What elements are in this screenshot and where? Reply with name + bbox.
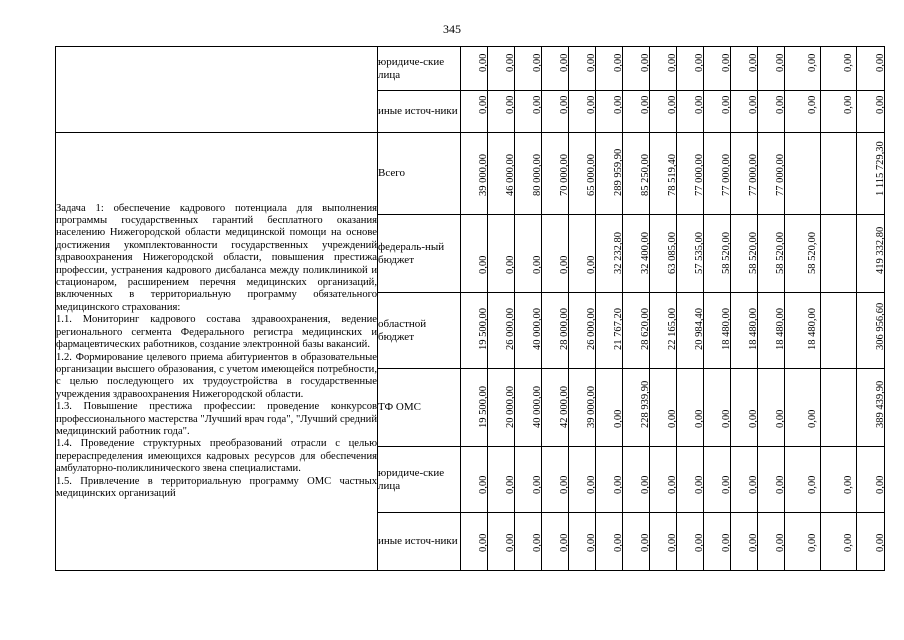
value-text: 0,00 — [478, 533, 489, 552]
value-cell — [623, 133, 650, 215]
value-text: 0,00 — [478, 475, 489, 494]
value-cell — [731, 215, 758, 293]
description-paragraph: 1.4. Проведение структурных преобразований отрасли с целью перераспределения имеющихся кадровых ресурсов для обеспечения амбулаторно-поликлинического звена специалистами. — [56, 438, 377, 475]
value-cell — [596, 91, 623, 133]
value-text: 0,00 — [613, 409, 624, 428]
value-cell — [857, 293, 885, 369]
value-cell — [821, 513, 857, 571]
value-text: 0,00 — [748, 475, 759, 494]
funding-source: ТФ ОМС — [378, 369, 461, 447]
value-text: 0,00 — [748, 95, 759, 114]
value-cell — [731, 513, 758, 571]
value-cell — [569, 133, 596, 215]
value-text: 0,00 — [748, 409, 759, 428]
value-text: 0,00 — [694, 475, 705, 494]
value-cell — [623, 215, 650, 293]
value-cell — [542, 91, 569, 133]
value-cell — [542, 369, 569, 447]
value-text: 58 520,00 — [748, 232, 759, 274]
value-text: 0,00 — [775, 53, 786, 72]
value-cell — [461, 513, 488, 571]
value-cell — [515, 447, 542, 513]
value-cell — [704, 513, 731, 571]
value-text: 26 000,00 — [505, 308, 516, 350]
value-cell — [785, 293, 821, 369]
table-body — [56, 47, 885, 571]
value-cell — [461, 369, 488, 447]
value-cell — [488, 133, 515, 215]
value-text: 0,00 — [806, 53, 818, 72]
value-text: 0,00 — [532, 53, 543, 72]
value-text: 389 439,90 — [874, 380, 886, 428]
value-text: 0,00 — [532, 475, 543, 494]
value-cell — [785, 133, 821, 215]
value-cell — [569, 47, 596, 91]
value-text: 78 519,40 — [667, 154, 678, 196]
value-cell — [515, 513, 542, 571]
value-text: 20 000,00 — [505, 386, 516, 428]
value-text: 28 620,00 — [640, 308, 651, 350]
value-text: 85 250,00 — [640, 154, 651, 196]
value-text: 0,00 — [586, 95, 597, 114]
value-text: 0,00 — [505, 53, 516, 72]
value-text: 42 000,00 — [559, 386, 570, 428]
value-cell — [857, 369, 885, 447]
value-text: 77 000,00 — [694, 154, 705, 196]
value-text: 0,00 — [478, 95, 489, 114]
empty-description-cell — [56, 47, 378, 133]
value-cell — [677, 293, 704, 369]
value-cell — [704, 47, 731, 91]
value-cell — [650, 369, 677, 447]
value-text: 0,00 — [640, 53, 651, 72]
value-cell — [677, 447, 704, 513]
value-cell — [515, 91, 542, 133]
value-cell — [758, 447, 785, 513]
value-text: 419 332,80 — [874, 226, 886, 274]
value-text: 0,00 — [667, 53, 678, 72]
value-cell — [623, 91, 650, 133]
funding-source: иные источ-ники — [378, 513, 461, 571]
value-text: 39 000,00 — [586, 386, 597, 428]
value-cell — [821, 47, 857, 91]
value-text: 80 000,00 — [532, 154, 543, 196]
value-cell — [515, 215, 542, 293]
value-text: 70 000,00 — [559, 154, 570, 196]
funding-source: юридиче-ские лица — [378, 47, 461, 91]
value-text: 18 480,00 — [775, 308, 786, 350]
value-cell — [488, 513, 515, 571]
value-cell — [569, 369, 596, 447]
value-text: 58 520,00 — [806, 232, 818, 274]
value-cell — [731, 447, 758, 513]
value-text: 0,00 — [613, 475, 624, 494]
value-text: 0,00 — [775, 409, 786, 428]
value-text: 0,00 — [586, 255, 597, 274]
funding-source: иные источ-ники — [378, 91, 461, 133]
value-cell — [785, 369, 821, 447]
value-cell — [758, 133, 785, 215]
value-text: 0,00 — [613, 95, 624, 114]
value-text: 28 000,00 — [559, 308, 570, 350]
value-text: 40 000,00 — [532, 308, 543, 350]
value-text: 0,00 — [806, 533, 818, 552]
value-text: 0,00 — [532, 533, 543, 552]
value-cell — [542, 293, 569, 369]
value-cell — [569, 215, 596, 293]
value-cell — [704, 369, 731, 447]
value-text: 0,00 — [694, 409, 705, 428]
value-cell — [821, 133, 857, 215]
value-text: 0,00 — [775, 475, 786, 494]
value-text: 0,00 — [478, 255, 489, 274]
description-paragraph: 1.3. Повышение престижа профессии: проведение конкурсов профессионального мастерства "Лучший врач года", "Лучший средний медицинский работник года". — [56, 401, 377, 437]
value-text: 0,00 — [640, 475, 651, 494]
value-cell — [857, 91, 885, 133]
value-text: 1 115 729,30 — [874, 141, 886, 196]
value-text: 65 000,00 — [586, 154, 597, 196]
value-text: 0,00 — [694, 533, 705, 552]
value-cell — [731, 133, 758, 215]
value-cell — [821, 447, 857, 513]
value-text: 0,00 — [721, 95, 732, 114]
value-text: 0,00 — [842, 533, 854, 552]
value-cell — [677, 91, 704, 133]
page-number: 345 — [443, 22, 461, 36]
value-cell — [488, 369, 515, 447]
value-text: 0,00 — [586, 533, 597, 552]
value-cell — [488, 293, 515, 369]
value-cell — [758, 369, 785, 447]
value-cell — [821, 293, 857, 369]
value-text: 0,00 — [667, 533, 678, 552]
value-cell — [758, 91, 785, 133]
value-cell — [569, 513, 596, 571]
funding-source: областной бюджет — [378, 293, 461, 369]
value-text: 0,00 — [874, 53, 886, 72]
value-cell — [758, 47, 785, 91]
value-text: 0,00 — [559, 475, 570, 494]
value-text: 77 000,00 — [748, 154, 759, 196]
value-cell — [785, 513, 821, 571]
value-cell — [515, 133, 542, 215]
value-cell — [623, 447, 650, 513]
value-text: 0,00 — [505, 255, 516, 274]
value-text: 0,00 — [613, 53, 624, 72]
value-cell — [857, 215, 885, 293]
value-cell — [461, 133, 488, 215]
value-cell — [704, 447, 731, 513]
value-text: 57 535,00 — [694, 232, 705, 274]
value-text: 0,00 — [478, 53, 489, 72]
table-row — [56, 47, 885, 91]
value-text: 306 956,60 — [874, 302, 886, 350]
value-cell — [461, 447, 488, 513]
value-text: 228 939,90 — [640, 380, 651, 428]
value-cell — [650, 47, 677, 91]
value-cell — [542, 215, 569, 293]
value-cell — [461, 47, 488, 91]
value-cell — [488, 47, 515, 91]
value-text: 0,00 — [613, 533, 624, 552]
value-cell — [785, 91, 821, 133]
value-cell — [488, 91, 515, 133]
value-text: 0,00 — [667, 475, 678, 494]
value-text: 32 400,00 — [640, 232, 651, 274]
value-text: 0,00 — [505, 533, 516, 552]
value-text: 0,00 — [505, 475, 516, 494]
value-cell — [596, 513, 623, 571]
value-text: 58 520,00 — [775, 232, 786, 274]
value-text: 0,00 — [748, 533, 759, 552]
value-text: 0,00 — [532, 255, 543, 274]
value-cell — [650, 215, 677, 293]
value-text: 0,00 — [559, 255, 570, 274]
value-text: 0,00 — [532, 95, 543, 114]
value-text: 0,00 — [842, 95, 854, 114]
value-cell — [596, 133, 623, 215]
value-text: 0,00 — [640, 533, 651, 552]
value-cell — [515, 369, 542, 447]
value-text: 0,00 — [694, 53, 705, 72]
value-text: 18 480,00 — [806, 308, 818, 350]
description-paragraph: Задача 1: обеспечение кадрового потенциала для выполнения программы государственных гарантий бесплатного оказания населению Нижегородской области медицинской помощи на основе достижения укомплектованности государственных учреждений здравоохранения Нижегородской области, повышения престижа профессии, устранения кадрового дисбаланса между поликлиникой и стационаром, расширением перечня медицинских организаций, включенных в территориальную программу обязательного медицинского страхования: — [56, 202, 377, 313]
value-cell — [785, 447, 821, 513]
value-text: 19 500,00 — [478, 308, 489, 350]
value-text: 0,00 — [806, 95, 818, 114]
value-cell — [515, 47, 542, 91]
value-cell — [857, 133, 885, 215]
value-text: 0,00 — [874, 533, 886, 552]
value-cell — [488, 215, 515, 293]
value-text: 0,00 — [842, 53, 854, 72]
value-cell — [623, 513, 650, 571]
value-cell — [623, 293, 650, 369]
value-text: 0,00 — [667, 95, 678, 114]
value-cell — [461, 293, 488, 369]
value-cell — [821, 215, 857, 293]
value-cell — [461, 215, 488, 293]
description-paragraph: 1.2. Формирование целевого приема абитуриентов в образовательные организации высшего образования, с учетом имеющейся потребности, с целью последующего их трудоустройства в государственные учреждения здравоохранения Нижегородской области. — [56, 351, 377, 400]
value-text: 21 767,20 — [613, 308, 624, 350]
value-cell — [542, 47, 569, 91]
value-cell — [677, 133, 704, 215]
value-cell — [821, 91, 857, 133]
table-row — [56, 133, 885, 215]
value-text: 18 480,00 — [748, 308, 759, 350]
value-cell — [758, 293, 785, 369]
value-text: 0,00 — [874, 95, 886, 114]
value-text: 22 165,00 — [667, 308, 678, 350]
value-cell — [758, 513, 785, 571]
value-text: 77 000,00 — [721, 154, 732, 196]
value-text: 63 085,00 — [667, 232, 678, 274]
value-text: 0,00 — [559, 53, 570, 72]
value-cell — [677, 215, 704, 293]
value-cell — [677, 513, 704, 571]
value-cell — [731, 47, 758, 91]
value-text: 58 520,00 — [721, 232, 732, 274]
value-cell — [569, 91, 596, 133]
value-text: 0,00 — [775, 533, 786, 552]
value-cell — [731, 369, 758, 447]
value-cell — [650, 133, 677, 215]
value-text: 0,00 — [775, 95, 786, 114]
value-cell — [515, 293, 542, 369]
value-text: 46 000,00 — [505, 154, 516, 196]
task-description — [56, 133, 378, 571]
value-text: 0,00 — [694, 95, 705, 114]
value-text: 0,00 — [874, 475, 886, 494]
value-text: 19 500,00 — [478, 386, 489, 428]
value-text: 0,00 — [559, 95, 570, 114]
value-cell — [650, 447, 677, 513]
value-text: 0,00 — [806, 409, 818, 428]
value-cell — [821, 369, 857, 447]
value-cell — [785, 47, 821, 91]
value-text: 0,00 — [842, 475, 854, 494]
value-cell — [731, 91, 758, 133]
description-paragraph: 1.1. Мониторинг кадрового состава здравоохранения, ведение регионального сегмента Федерального регистра медицинских и фармацевтических работников, создание электронной базы вакансий. — [56, 314, 377, 351]
value-cell — [461, 91, 488, 133]
description-paragraph: 1.5. Привлечение в территориальную программу ОМС частных медицинских организаций — [56, 475, 377, 499]
value-cell — [569, 447, 596, 513]
value-cell — [758, 215, 785, 293]
value-cell — [623, 47, 650, 91]
value-cell — [596, 215, 623, 293]
funding-source: федераль-ный бюджет — [378, 215, 461, 293]
value-cell — [542, 447, 569, 513]
value-cell — [650, 91, 677, 133]
value-cell — [596, 293, 623, 369]
value-cell — [542, 133, 569, 215]
value-cell — [731, 293, 758, 369]
value-cell — [677, 47, 704, 91]
value-cell — [596, 47, 623, 91]
value-text: 0,00 — [721, 53, 732, 72]
budget-table — [55, 46, 885, 571]
value-text: 0,00 — [721, 409, 732, 428]
value-text: 0,00 — [586, 53, 597, 72]
value-text: 0,00 — [721, 475, 732, 494]
value-text: 0,00 — [748, 53, 759, 72]
value-cell — [704, 215, 731, 293]
value-cell — [596, 369, 623, 447]
value-text: 26 000,00 — [586, 308, 597, 350]
value-text: 0,00 — [505, 95, 516, 114]
funding-source: Всего — [378, 133, 461, 215]
value-text: 0,00 — [559, 533, 570, 552]
value-cell — [650, 513, 677, 571]
value-text: 289 959,90 — [613, 148, 624, 196]
value-text: 0,00 — [806, 475, 818, 494]
value-text: 0,00 — [667, 409, 678, 428]
value-cell — [704, 133, 731, 215]
value-text: 18 480,00 — [721, 308, 732, 350]
value-text: 0,00 — [640, 95, 651, 114]
value-cell — [785, 215, 821, 293]
value-text: 0,00 — [721, 533, 732, 552]
value-cell — [623, 369, 650, 447]
value-cell — [488, 447, 515, 513]
value-cell — [542, 513, 569, 571]
value-cell — [569, 293, 596, 369]
value-text: 20 984,40 — [694, 308, 705, 350]
funding-source: юридиче-ские лица — [378, 447, 461, 513]
value-cell — [857, 447, 885, 513]
value-text: 0,00 — [586, 475, 597, 494]
value-cell — [857, 513, 885, 571]
value-text: 40 000,00 — [532, 386, 543, 428]
value-cell — [704, 91, 731, 133]
value-cell — [704, 293, 731, 369]
value-text: 77 000,00 — [775, 154, 786, 196]
value-text: 32 232,80 — [613, 232, 624, 274]
value-cell — [677, 369, 704, 447]
value-cell — [596, 447, 623, 513]
value-text: 39 000,00 — [478, 154, 489, 196]
value-cell — [650, 293, 677, 369]
value-cell — [857, 47, 885, 91]
